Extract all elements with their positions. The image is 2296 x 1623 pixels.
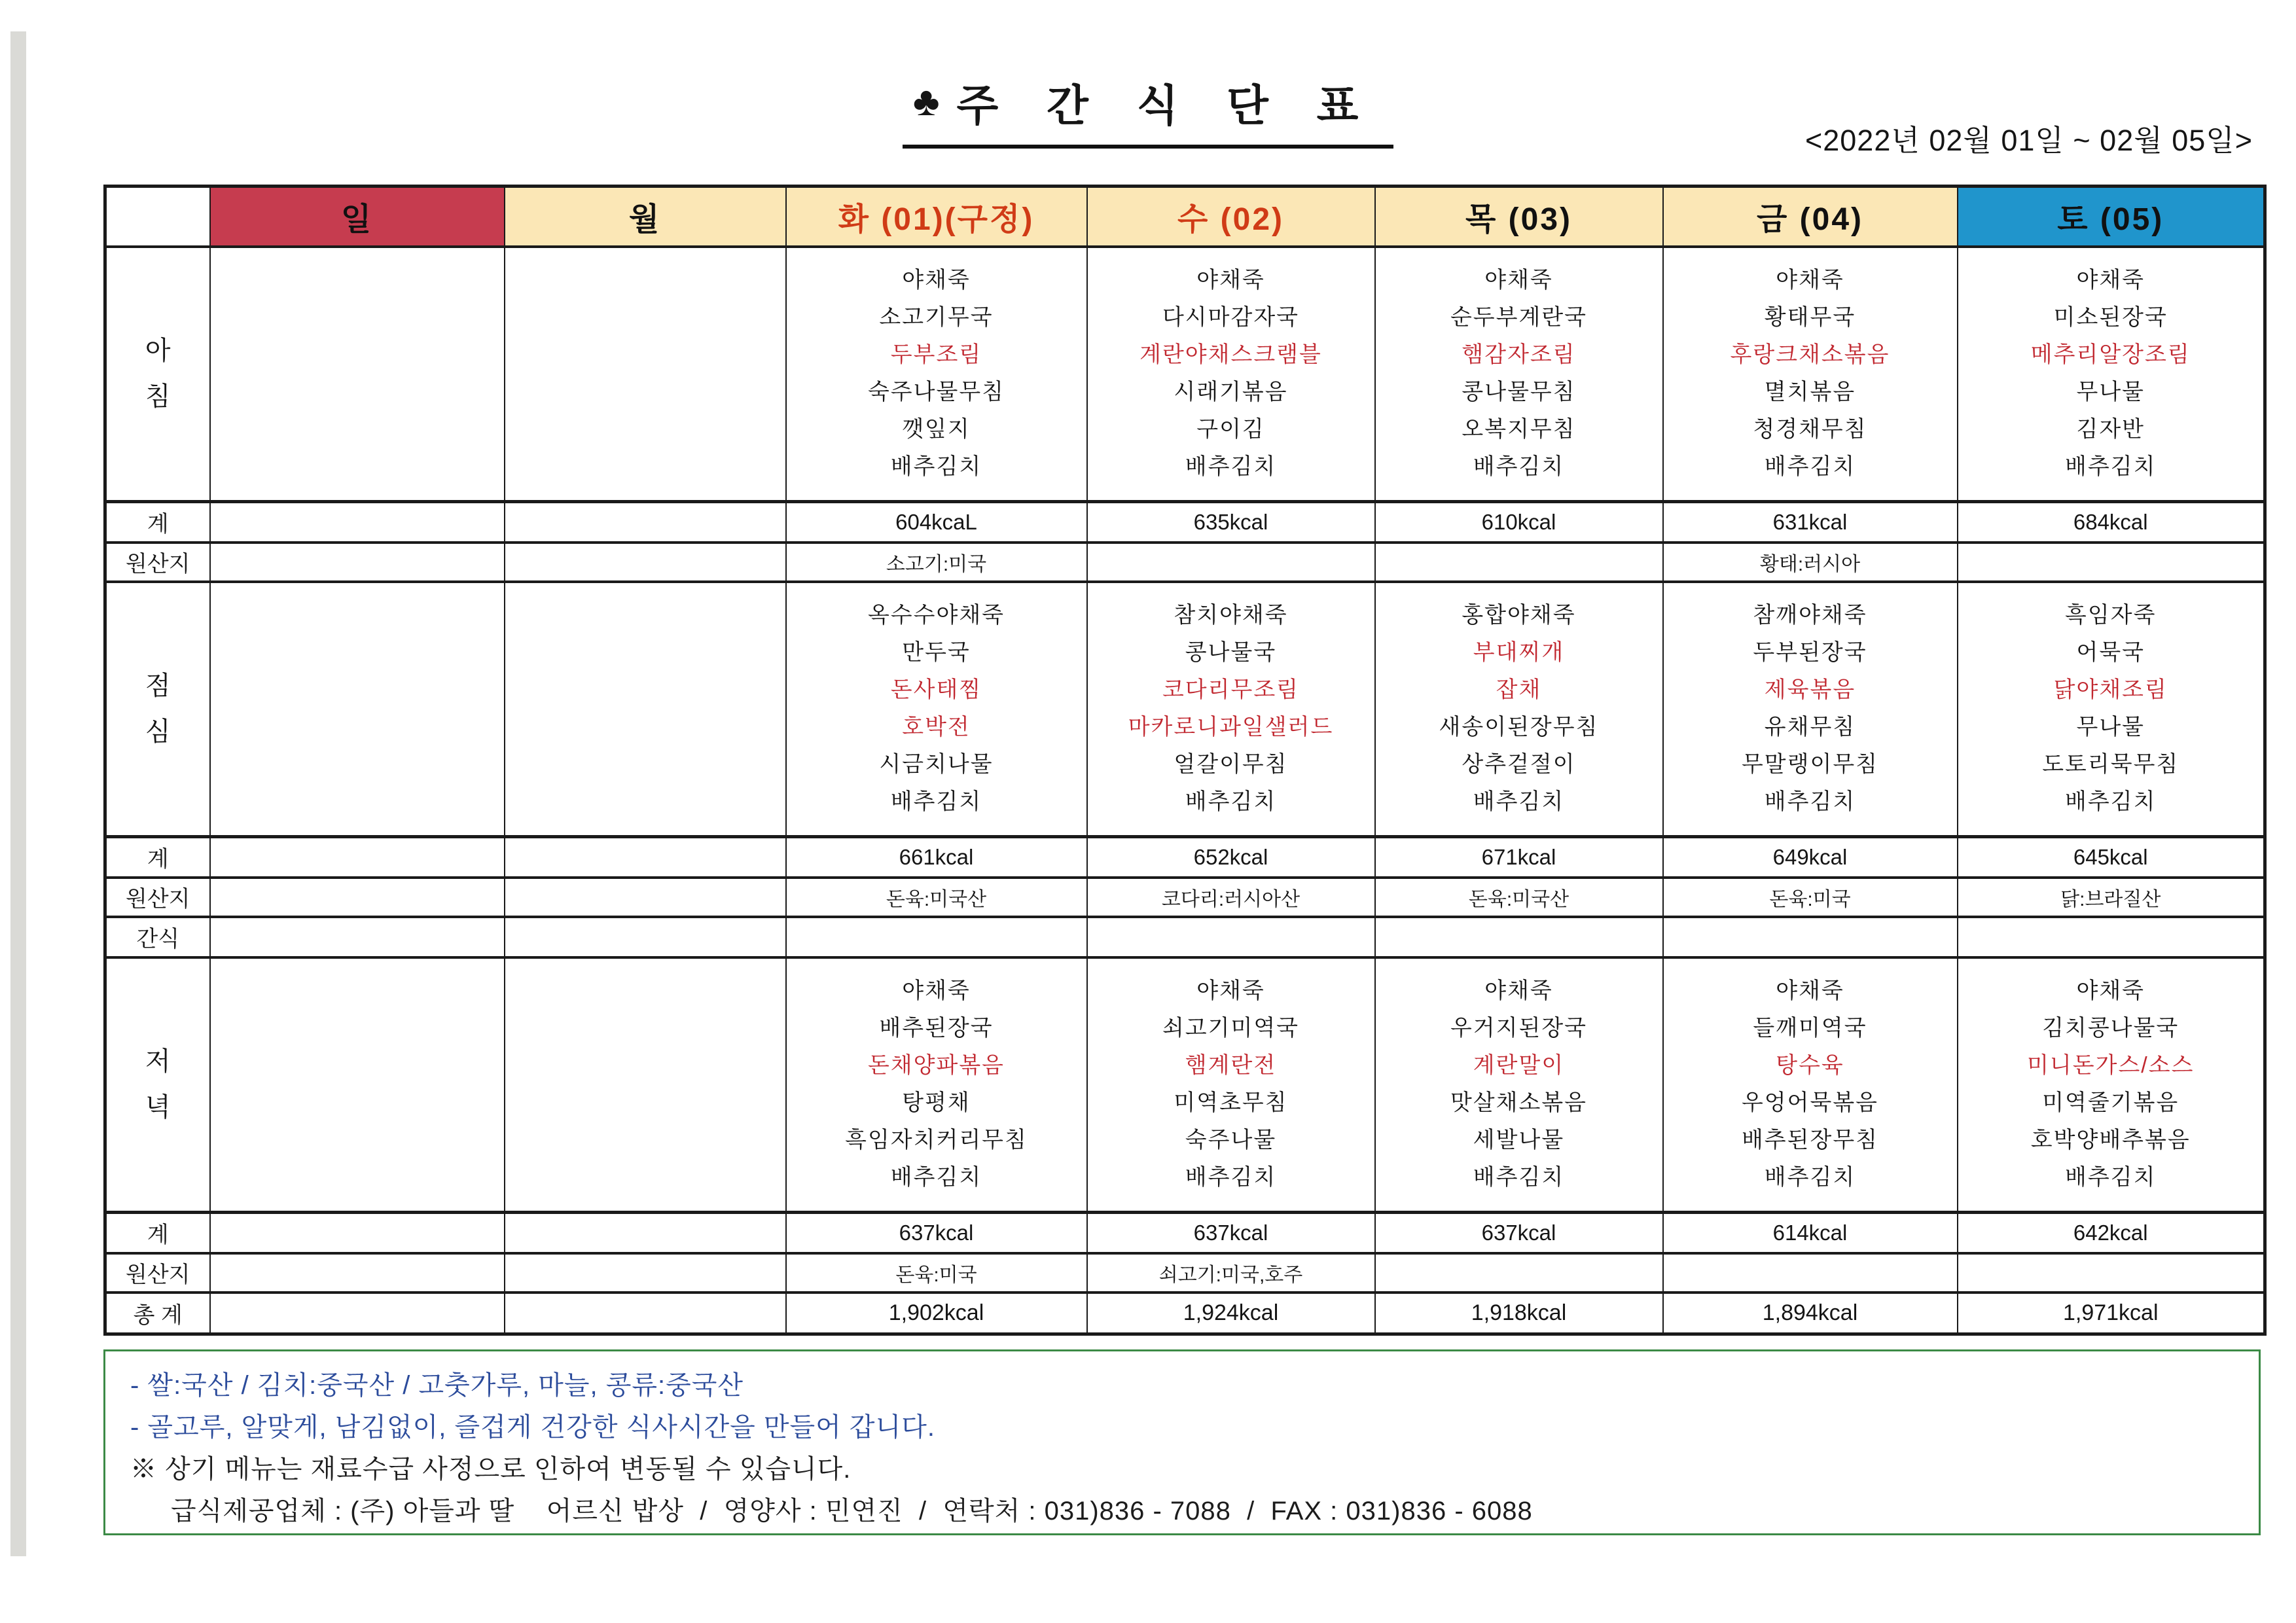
menu-item: 코다리무조림	[1162, 677, 1300, 703]
menu-cell-breakfast-sat	[1958, 247, 2265, 502]
cell-lunch-kcal-thu: 671kcal	[1375, 837, 1663, 878]
menu-item: 야채죽	[1196, 978, 1265, 1004]
cell-grand-total-sun	[210, 1293, 505, 1334]
corner-cell	[105, 187, 210, 247]
menu-item: 콩나물국	[1185, 640, 1277, 666]
cell-lunch-origin-sat: 닭:브라질산	[1958, 878, 2265, 917]
row-menu-lunch	[105, 582, 2265, 837]
cell-lunch-kcal-sun	[210, 837, 505, 878]
row-label-lunch-kcal: 계	[105, 837, 210, 878]
row-label-dinner: 저 녁	[105, 957, 210, 1213]
menu-item: 탕평채	[902, 1090, 971, 1116]
menu-item: 김자반	[2076, 417, 2145, 442]
menu-item: 쇠고기미역국	[1162, 1016, 1300, 1041]
cell-breakfast-kcal-fri: 631kcal	[1663, 502, 1958, 543]
menu-cell-dinner-mon	[505, 957, 786, 1213]
cell-dinner-kcal-sun	[210, 1213, 505, 1253]
menu-item: 옥수수야채죽	[867, 603, 1005, 628]
menu-item: 멸치볶음	[1764, 380, 1856, 405]
menu-item: 배추김치	[1764, 789, 1856, 815]
menu-item: 탕수육	[1776, 1053, 1844, 1079]
menu-item: 마카로니과일샐러드	[1128, 715, 1334, 740]
cell-dinner-kcal-fri: 614kcal	[1663, 1213, 1958, 1253]
menu-cell-dinner-fri	[1663, 957, 1958, 1213]
menu-item: 배추김치	[890, 789, 982, 815]
cell-breakfast-origin-sun	[210, 543, 505, 582]
cell-dinner-origin-sun	[210, 1253, 505, 1293]
menu-item: 야채죽	[1776, 268, 1844, 293]
menu-item: 홍합야채죽	[1462, 603, 1576, 628]
menu-cell-breakfast-mon	[505, 247, 786, 502]
menu-item: 돈채양파볶음	[867, 1053, 1005, 1079]
menu-item: 구이김	[1196, 417, 1265, 442]
menu-item: 만두국	[902, 640, 971, 666]
cell-breakfast-origin-mon	[505, 543, 786, 582]
cell-grand-total-fri: 1,894kcal	[1663, 1293, 1958, 1334]
menu-item: 햄계란전	[1185, 1053, 1277, 1079]
row-snack	[105, 917, 2265, 957]
row-label-breakfast: 아 침	[105, 247, 210, 502]
menu-item: 미역초무침	[1174, 1090, 1288, 1116]
menu-cell-lunch-fri	[1663, 582, 1958, 837]
menu-item: 제육볶음	[1764, 677, 1856, 703]
menu-item: 호박전	[902, 715, 971, 740]
cell-dinner-kcal-thu: 637kcal	[1375, 1213, 1663, 1253]
cell-dinner-kcal-wed: 637kcal	[1087, 1213, 1375, 1253]
menu-item: 흑임자죽	[2065, 603, 2157, 628]
row-dinner-origin	[105, 1253, 2265, 1293]
day-header-fri: 금 (04)	[1663, 187, 1958, 247]
cell-dinner-kcal-sat: 642kcal	[1958, 1213, 2265, 1253]
menu-cell-dinner-wed	[1087, 957, 1375, 1213]
menu-item: 숙주나물무침	[867, 380, 1005, 405]
row-menu-dinner	[105, 957, 2265, 1213]
cell-lunch-origin-thu: 돈육:미국산	[1375, 878, 1663, 917]
menu-cell-breakfast-thu	[1375, 247, 1663, 502]
row-label-lunch-origin: 원산지	[105, 878, 210, 917]
menu-item: 후랑크채소볶음	[1730, 342, 1890, 368]
menu-item: 콩나물무침	[1462, 380, 1576, 405]
menu-item: 배추김치	[2065, 789, 2157, 815]
cell-breakfast-kcal-tue: 604kcaL	[786, 502, 1087, 543]
cell-dinner-origin-wed: 쇠고기:미국,호주	[1087, 1253, 1375, 1293]
menu-item: 배추김치	[1764, 454, 1856, 480]
menu-cell-lunch-wed	[1087, 582, 1375, 837]
row-label-dinner-origin: 원산지	[105, 1253, 210, 1293]
row-lunch-kcal	[105, 837, 2265, 878]
menu-item: 무나물	[2076, 380, 2145, 405]
row-label-breakfast-origin: 원산지	[105, 543, 210, 582]
footer-notes	[103, 1349, 2261, 1535]
menu-cell-lunch-thu	[1375, 582, 1663, 837]
cell-breakfast-origin-thu	[1375, 543, 1663, 582]
menu-item: 야채죽	[902, 978, 971, 1004]
day-header-sat: 토 (05)	[1958, 187, 2265, 247]
cell-dinner-origin-tue: 돈육:미국	[786, 1253, 1087, 1293]
menu-item: 배추김치	[1764, 1165, 1856, 1190]
day-header-wed: 수 (02)	[1087, 187, 1375, 247]
menu-item: 참깨야채죽	[1753, 603, 1867, 628]
cell-breakfast-kcal-mon	[505, 502, 786, 543]
menu-item: 흑임자치커리무침	[845, 1128, 1028, 1153]
title-text: 주 간 식 단 표	[956, 81, 1377, 130]
cell-lunch-origin-tue: 돈육:미국산	[786, 878, 1087, 917]
menu-item: 배추김치	[2065, 1165, 2157, 1190]
cell-snack-mon	[505, 917, 786, 957]
footer-line-3: ※ 상기 메뉴는 재료수급 사정으로 인하여 변동될 수 있습니다.	[130, 1455, 852, 1484]
cell-lunch-kcal-sat: 645kcal	[1958, 837, 2265, 878]
menu-item: 시금치나물	[879, 752, 994, 777]
menu-item: 배추김치	[2065, 454, 2157, 480]
cell-snack-sun	[210, 917, 505, 957]
cell-breakfast-kcal-wed: 635kcal	[1087, 502, 1375, 543]
menu-item: 무말랭이무침	[1741, 752, 1879, 777]
menu-item: 배추김치	[890, 1165, 982, 1190]
cell-breakfast-origin-sat	[1958, 543, 2265, 582]
menu-item: 무나물	[2076, 715, 2145, 740]
menu-item: 오복지무침	[1462, 417, 1576, 442]
menu-item: 야채죽	[2076, 268, 2145, 293]
cell-lunch-origin-mon	[505, 878, 786, 917]
weekly-menu-table	[103, 185, 2267, 1336]
row-lunch-origin	[105, 878, 2265, 917]
day-header-mon: 월	[505, 187, 786, 247]
day-header-tue: 화 (01)(구정)	[786, 187, 1087, 247]
menu-item: 메추리알장조림	[2030, 342, 2191, 368]
menu-cell-breakfast-fri	[1663, 247, 1958, 502]
row-breakfast-origin	[105, 543, 2265, 582]
menu-item: 깻잎지	[902, 417, 971, 442]
scan-edge-artifact	[10, 31, 26, 1556]
cell-lunch-origin-fri: 돈육:미국	[1663, 878, 1958, 917]
cell-lunch-kcal-fri: 649kcal	[1663, 837, 1958, 878]
cell-dinner-kcal-tue: 637kcal	[786, 1213, 1087, 1253]
menu-item: 우엉어묵볶음	[1741, 1090, 1879, 1116]
footer-line-1: - 쌀:국산 / 김치:중국산 / 고춧가루, 마늘, 콩류:중국산	[130, 1371, 744, 1400]
row-dinner-kcal	[105, 1213, 2265, 1253]
day-header-thu: 목 (03)	[1375, 187, 1663, 247]
menu-item: 유채무침	[1764, 715, 1856, 740]
menu-item: 배추김치	[1185, 1165, 1277, 1190]
menu-cell-breakfast-wed	[1087, 247, 1375, 502]
menu-item: 들깨미역국	[1753, 1016, 1867, 1041]
menu-item: 야채죽	[1484, 268, 1553, 293]
menu-item: 야채죽	[902, 268, 971, 293]
menu-item: 순두부계란국	[1450, 305, 1588, 330]
menu-item: 미역줄기볶음	[2042, 1090, 2179, 1116]
cell-dinner-origin-thu	[1375, 1253, 1663, 1293]
day-header-sun: 일	[210, 187, 505, 247]
menu-cell-breakfast-tue	[786, 247, 1087, 502]
cell-snack-wed	[1087, 917, 1375, 957]
menu-item: 계란야채스크램블	[1139, 342, 1322, 368]
menu-cell-lunch-tue	[786, 582, 1087, 837]
menu-item: 맛살채소볶음	[1450, 1090, 1588, 1116]
menu-item: 야채죽	[1484, 978, 1553, 1004]
menu-cell-dinner-sun	[210, 957, 505, 1213]
cell-snack-sat	[1958, 917, 2265, 957]
menu-item: 새송이된장무침	[1439, 715, 1599, 740]
menu-table-body	[105, 187, 2265, 1334]
menu-item: 닭야채조림	[2053, 677, 2168, 703]
menu-item: 다시마감자국	[1162, 305, 1300, 330]
cell-breakfast-origin-fri: 황태:러시아	[1663, 543, 1958, 582]
menu-cell-dinner-thu	[1375, 957, 1663, 1213]
menu-item: 청경채무침	[1753, 417, 1867, 442]
cell-breakfast-origin-tue: 소고기:미국	[786, 543, 1087, 582]
menu-item: 돈사태찜	[890, 677, 982, 703]
menu-item: 두부조림	[890, 342, 982, 368]
cell-dinner-origin-mon	[505, 1253, 786, 1293]
cell-lunch-kcal-tue: 661kcal	[786, 837, 1087, 878]
cell-lunch-kcal-wed: 652kcal	[1087, 837, 1375, 878]
club-icon: ♣	[912, 79, 940, 124]
menu-item: 배추김치	[1473, 454, 1565, 480]
menu-cell-lunch-sun	[210, 582, 505, 837]
cell-grand-total-wed: 1,924kcal	[1087, 1293, 1375, 1334]
menu-item: 배추된장무침	[1741, 1128, 1879, 1153]
menu-item: 호박양배추볶음	[2030, 1128, 2191, 1153]
row-menu-breakfast	[105, 247, 2265, 502]
row-label-grand-total: 총 계	[105, 1293, 210, 1334]
menu-item: 어묵국	[2076, 640, 2145, 666]
page-title	[903, 71, 1393, 149]
cell-lunch-origin-sun	[210, 878, 505, 917]
menu-item: 두부된장국	[1753, 640, 1867, 666]
menu-item: 미소된장국	[2053, 305, 2168, 330]
cell-snack-fri	[1663, 917, 1958, 957]
menu-item: 햄감자조림	[1462, 342, 1576, 368]
menu-item: 야채죽	[1776, 978, 1844, 1004]
cell-dinner-origin-fri	[1663, 1253, 1958, 1293]
menu-item: 우거지된장국	[1450, 1016, 1588, 1041]
menu-item: 배추김치	[890, 454, 982, 480]
cell-breakfast-kcal-sat: 684kcal	[1958, 502, 2265, 543]
menu-item: 계란말이	[1473, 1053, 1565, 1079]
menu-item: 상추겉절이	[1462, 752, 1576, 777]
row-grand-total	[105, 1293, 2265, 1334]
menu-item: 배추김치	[1185, 789, 1277, 815]
cell-breakfast-kcal-sun	[210, 502, 505, 543]
cell-dinner-kcal-mon	[505, 1213, 786, 1253]
cell-snack-tue	[786, 917, 1087, 957]
menu-item: 참치야채죽	[1174, 603, 1288, 628]
cell-grand-total-sat: 1,971kcal	[1958, 1293, 2265, 1334]
menu-item: 도토리묵무침	[2042, 752, 2179, 777]
menu-item: 배추김치	[1185, 454, 1277, 480]
menu-cell-breakfast-sun	[210, 247, 505, 502]
day-header-row	[105, 187, 2265, 247]
menu-item: 얼갈이무침	[1174, 752, 1288, 777]
menu-item: 황태무국	[1764, 305, 1856, 330]
cell-snack-thu	[1375, 917, 1663, 957]
menu-item: 부대찌개	[1473, 640, 1565, 666]
cell-grand-total-mon	[505, 1293, 786, 1334]
menu-item: 세발나물	[1473, 1128, 1565, 1153]
menu-table-wrap	[103, 185, 2267, 1336]
menu-cell-lunch-sat	[1958, 582, 2265, 837]
row-label-lunch: 점 심	[105, 582, 210, 837]
menu-item: 숙주나물	[1185, 1128, 1277, 1153]
footer-line-4: 급식제공업체 : (주) 아들과 딸 어르신 밥상 / 영양사 : 민연진 / 연락처 : 031)836 - 7088 / FAX : 031)836 - 6088	[171, 1497, 1533, 1525]
row-breakfast-kcal	[105, 502, 2265, 543]
menu-item: 시래기볶음	[1174, 380, 1288, 405]
menu-item: 미니돈가스/소스	[2027, 1053, 2195, 1079]
row-label-dinner-kcal: 계	[105, 1213, 210, 1253]
menu-item: 야채죽	[1196, 268, 1265, 293]
menu-item: 배추김치	[1473, 789, 1565, 815]
cell-grand-total-tue: 1,902kcal	[786, 1293, 1087, 1334]
menu-item: 잡채	[1496, 677, 1542, 703]
menu-cell-dinner-sat	[1958, 957, 2265, 1213]
menu-cell-lunch-mon	[505, 582, 786, 837]
menu-item: 배추김치	[1473, 1165, 1565, 1190]
cell-breakfast-origin-wed	[1087, 543, 1375, 582]
cell-dinner-origin-sat	[1958, 1253, 2265, 1293]
cell-lunch-origin-wed: 코다리:러시아산	[1087, 878, 1375, 917]
menu-item: 소고기무국	[879, 305, 994, 330]
footer-line-2: - 골고루, 알맞게, 남김없이, 즐겁게 건강한 식사시간을 만들어 갑니다.	[130, 1413, 935, 1442]
date-range: <2022년 02월 01일 ~ 02월 05일>	[1804, 124, 2253, 157]
cell-breakfast-kcal-thu: 610kcal	[1375, 502, 1663, 543]
row-label-snack: 간식	[105, 917, 210, 957]
cell-lunch-kcal-mon	[505, 837, 786, 878]
cell-grand-total-thu: 1,918kcal	[1375, 1293, 1663, 1334]
menu-item: 김치콩나물국	[2042, 1016, 2179, 1041]
menu-cell-dinner-tue	[786, 957, 1087, 1213]
row-label-breakfast-kcal: 계	[105, 502, 210, 543]
menu-item: 야채죽	[2076, 978, 2145, 1004]
menu-item: 배추된장국	[879, 1016, 994, 1041]
